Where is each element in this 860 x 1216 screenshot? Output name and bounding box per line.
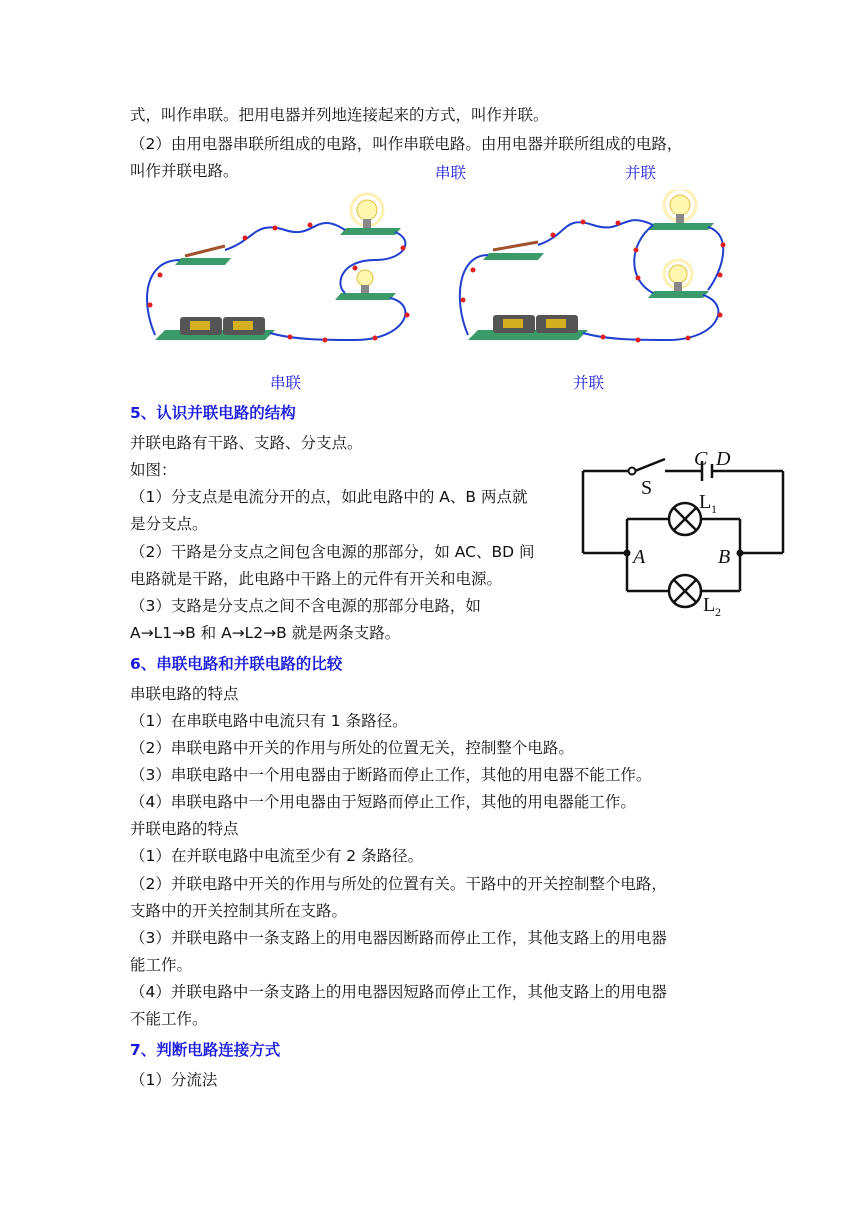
section-6-heading: 6、串联电路和并联电路的比较 — [130, 655, 343, 673]
intro-line-3: 叫作并联电路。 — [130, 162, 239, 180]
section-7-heading: 7、判断电路连接方式 — [130, 1041, 281, 1059]
series-feature-item: （1）在串联电路中电流只有 1 条路径。 — [130, 712, 408, 730]
series-feature-item: （3）串联电路中一个用电器由于断路而停止工作，其他的用电器不能工作。 — [130, 766, 652, 784]
parallel-feature-item: （4）并联电路中一条支路上的用电器因短路而停止工作，其他支路上的用电器 — [130, 983, 667, 1001]
section-7-item: （1）分流法 — [130, 1071, 218, 1089]
series-feature-item: （2）串联电路中开关的作用与所处的位置无关，控制整个电路。 — [130, 739, 574, 757]
lamp-2-subscript: 2 — [715, 605, 721, 619]
label-parallel-top: 并联 — [625, 164, 657, 182]
section-5-line: （1）分支点是电流分开的点，如此电路中的 A、B 两点就 — [130, 488, 528, 506]
section-5-line: A→L1→B 和 A→L2→B 就是两条支路。 — [130, 624, 401, 642]
parallel-features-title: 并联电路的特点 — [130, 820, 239, 838]
section-5-line: （2）干路是分支点之间包含电源的那部分，如 AC、BD 间 — [130, 543, 535, 561]
parallel-feature-item: （3）并联电路中一条支路上的用电器因断路而停止工作，其他支路上的用电器 — [130, 929, 667, 947]
lamp-1-label: L — [699, 491, 712, 513]
intro-line-1: 式，叫作串联。把用电器并列地连接起来的方式，叫作并联。 — [130, 106, 549, 124]
node-b-label: B — [718, 546, 731, 568]
parallel-feature-item: （2）并联电路中开关的作用与所处的位置有关。干路中的开关控制整个电路， — [130, 875, 667, 893]
parallel-feature-item: （1）在并联电路中电流至少有 2 条路径。 — [130, 847, 424, 865]
series-features-title: 串联电路的特点 — [130, 685, 239, 703]
node-c-label: C — [694, 448, 708, 470]
section-5-line: 并联电路有干路、支路、分支点。 — [130, 434, 363, 452]
parallel-feature-item: 不能工作。 — [130, 1010, 208, 1028]
intro-line-2: （2）由用电器串联所组成的电路，叫作串联电路。由用电器并联所组成的电路， — [130, 135, 683, 153]
section-5-line: 是分支点。 — [130, 515, 208, 533]
series-feature-item: （4）串联电路中一个用电器由于短路而停止工作，其他的用电器能工作。 — [130, 793, 636, 811]
section-5-heading: 5、认识并联电路的结构 — [130, 404, 296, 422]
label-series-top: 串联 — [435, 164, 467, 182]
caption-parallel: 并联 — [573, 374, 605, 392]
parallel-feature-item: 能工作。 — [130, 956, 193, 974]
lamp-2-label: L — [703, 594, 716, 616]
section-5-line: （3）支路是分支点之间不含电源的那部分电路，如 — [130, 597, 481, 615]
parallel-feature-item: 支路中的开关控制其所在支路。 — [130, 902, 348, 920]
parallel-circuit-schematic — [575, 445, 795, 620]
switch-label: S — [641, 477, 653, 499]
lamp-1-subscript: 1 — [711, 502, 717, 516]
section-5-line: 如图： — [130, 461, 177, 479]
series-circuit-illustration — [145, 190, 425, 360]
caption-series: 串联 — [270, 374, 302, 392]
section-5-line: 电路就是干路，此电路中干路上的元件有开关和电源。 — [130, 570, 503, 588]
node-d-label: D — [716, 448, 731, 470]
node-a-label: A — [633, 546, 646, 568]
parallel-circuit-illustration — [458, 190, 738, 360]
